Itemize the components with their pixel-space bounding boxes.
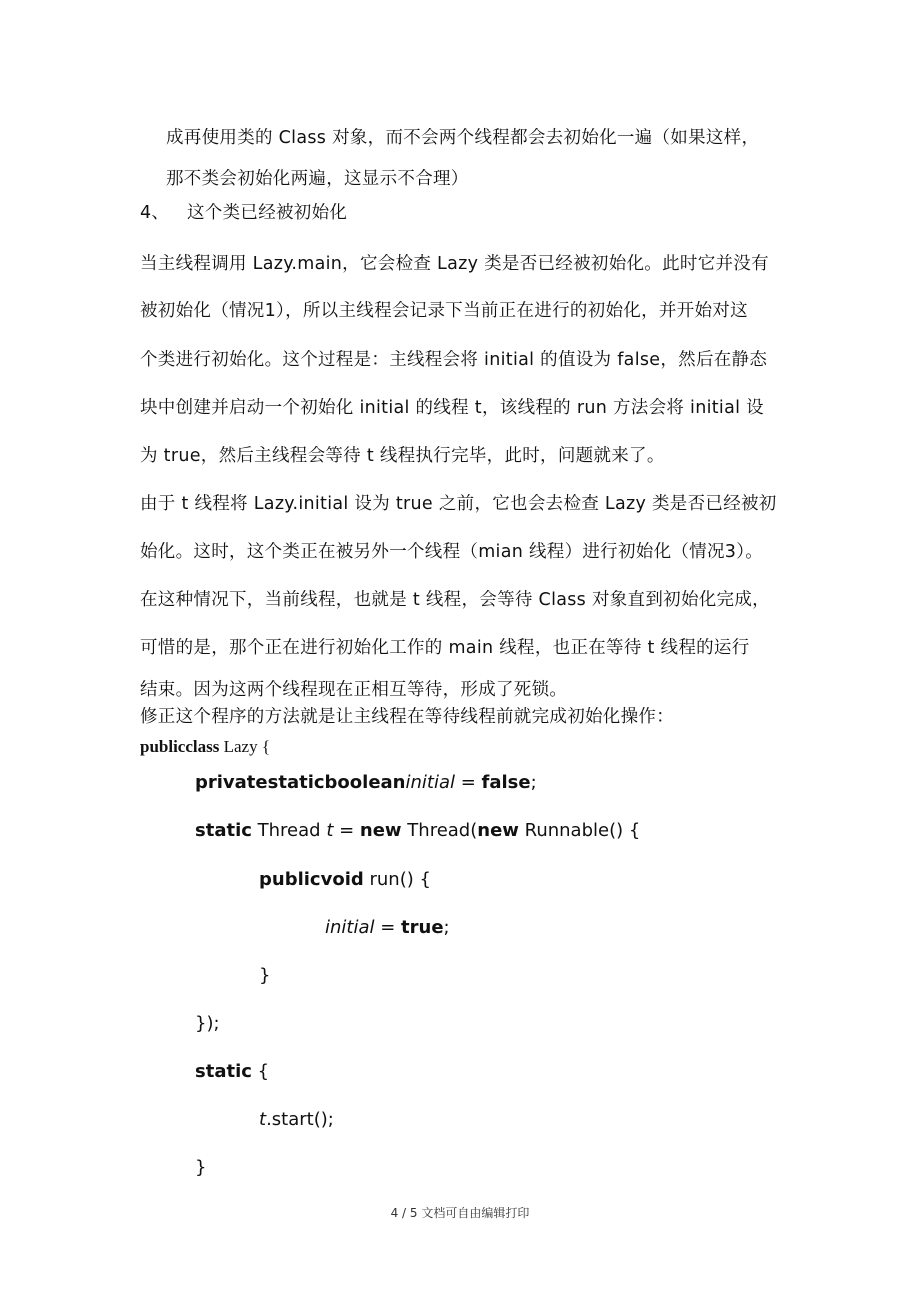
paragraph-line: 那不类会初始化两遍，这显示不合理） — [166, 169, 469, 189]
code-variable: t — [259, 1109, 267, 1130]
code-text: = — [333, 820, 360, 841]
code-text: = — [374, 917, 402, 938]
code-keyword: false — [481, 772, 531, 793]
code-line — [195, 1061, 269, 1083]
code-line — [259, 869, 431, 891]
code-keyword: privatestaticboolean — [195, 772, 406, 793]
paragraph-line: 为 true，然后主线程会等待 t 线程执行完毕，此时，问题就来了。 — [140, 446, 665, 466]
paragraph-line: 结束。因为这两个线程现在正相互等待，形成了死锁。 — [140, 680, 568, 700]
paragraph-line: 始化。这时，这个类正在被另外一个线程（mian 线程）进行初始化（情况3）。 — [140, 542, 764, 562]
code-variable: initial — [405, 772, 455, 793]
code-text: Thread — [251, 820, 327, 841]
code-text: } — [195, 1157, 207, 1178]
code-text: }); — [195, 1013, 220, 1034]
code-text: .start(); — [266, 1109, 334, 1130]
paragraph-line: 成再使用类的 Class 对象，而不会两个线程都会去初始化一遍（如果这样， — [166, 128, 760, 148]
code-text: ; — [530, 772, 537, 793]
code-text: { — [251, 1061, 270, 1082]
paragraph-line: 在这种情况下，当前线程，也就是 t 线程，会等待 Class 对象直到初始化完成， — [140, 590, 770, 610]
code-text: Lazy { — [219, 737, 270, 756]
code-keyword: publicclass — [140, 737, 220, 756]
paragraph-line: 块中创建并启动一个初始化 initial 的线程 t，该线程的 run 方法会将 initial 设 — [140, 398, 764, 418]
paragraph-line: 当主线程调用 Lazy.main，它会检查 Lazy 类是否已经被初始化。此时它并没有 — [140, 254, 769, 274]
code-text: Runnable() { — [518, 820, 641, 841]
list-item-number: 4、 — [140, 203, 170, 223]
paragraph-line: 由于 t 线程将 Lazy.initial 设为 true 之前，它也会去检查 Lazy 类是否已经被初 — [140, 494, 777, 514]
page-footer: 4 / 5 文档可自由编辑打印 — [390, 1206, 530, 1220]
code-keyword: static — [195, 1061, 252, 1082]
code-line — [195, 820, 640, 842]
code-line — [195, 1157, 206, 1179]
code-keyword: true — [401, 917, 444, 938]
code-text: = — [455, 772, 482, 793]
code-text: Thread( — [401, 820, 478, 841]
code-keyword: publicvoid — [259, 869, 364, 890]
code-text: run() { — [363, 869, 431, 890]
code-text: } — [259, 965, 271, 986]
paragraph-line: 个类进行初始化。这个过程是：主线程会将 initial 的值设为 false，然后在静态 — [140, 350, 768, 370]
code-variable: initial — [325, 917, 375, 938]
paragraph-line: 被初始化（情况1），所以主线程会记录下当前正在进行的初始化，并开始对这 — [140, 301, 748, 321]
code-keyword: static — [195, 820, 252, 841]
paragraph-line: 修正这个程序的方法就是让主线程在等待线程前就完成初始化操作： — [140, 707, 674, 727]
code-variable: t — [326, 820, 334, 841]
code-line — [195, 1013, 220, 1035]
paragraph-line: 可惜的是，那个正在进行初始化工作的 main 线程，也正在等待 t 线程的运行 — [140, 638, 750, 658]
code-line — [259, 965, 270, 987]
code-line — [259, 1109, 334, 1131]
code-keyword: new — [359, 820, 402, 841]
list-item-text: 这个类已经被初始化 — [187, 203, 348, 223]
code-text: ; — [443, 917, 450, 938]
code-line — [140, 736, 270, 758]
code-line — [195, 772, 537, 794]
code-line — [325, 917, 450, 939]
code-keyword: new — [477, 820, 519, 841]
